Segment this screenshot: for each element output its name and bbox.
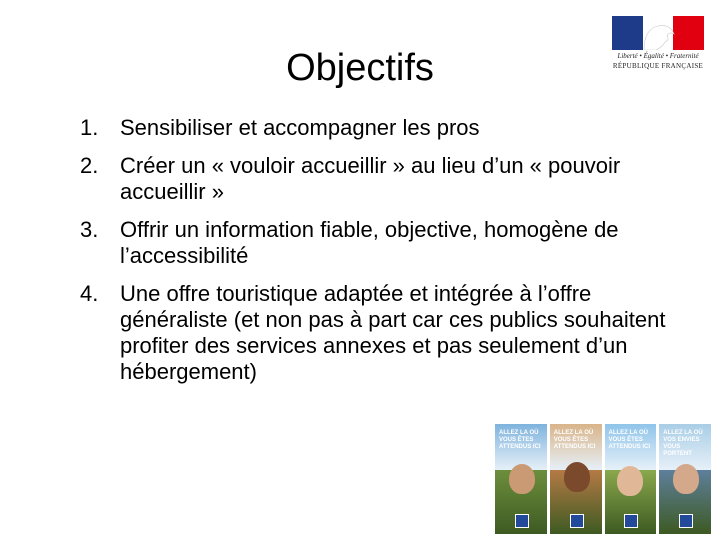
- item-text: Offrir un information fiable, objective, homogène de l’accessibilité: [120, 217, 619, 268]
- campaign-posters: [495, 424, 711, 534]
- poster-person: [564, 462, 590, 492]
- item-number: 3.: [80, 217, 99, 242]
- poster-logo-icon: [624, 514, 638, 528]
- item-text: Sensibiliser et accompagner les pros: [120, 115, 480, 140]
- item-text: Une offre touristique adaptée et intégrée à l’offre généraliste (et non pas à part car ces publics souhaitent profiter des services annexes et pas seulement d’un hébergement): [120, 281, 666, 384]
- logo-country: RÉPUBLIQUE FRANÇAISE: [612, 62, 704, 70]
- campaign-poster: [659, 424, 711, 534]
- poster-person: [509, 464, 535, 494]
- campaign-poster: [605, 424, 657, 534]
- item-number: 4.: [80, 281, 99, 306]
- poster-logo-icon: [679, 514, 693, 528]
- campaign-poster: [550, 424, 602, 534]
- list-item: [80, 281, 680, 385]
- logo-motto: Liberté • Égalité • Fraternité: [617, 52, 699, 60]
- item-text: Créer un « vouloir accueillir » au lieu d’un « pouvoir accueillir »: [120, 153, 621, 204]
- item-number: 2.: [80, 153, 99, 178]
- marianne-profile-icon: [638, 20, 678, 50]
- poster-logo-icon: [570, 514, 584, 528]
- campaign-poster: [495, 424, 547, 534]
- item-number: 1.: [80, 115, 99, 140]
- poster-caption: ALLEZ LA OÙ VOUS ÊTES ATTENDUS ICI: [553, 430, 596, 450]
- poster-caption: ALLEZ LA OÙ VOUS ÊTES ATTENDUS ICI: [608, 430, 651, 450]
- poster-logo-icon: [515, 514, 529, 528]
- list-item: [80, 115, 680, 141]
- list-item: [80, 153, 680, 205]
- poster-person: [617, 466, 643, 496]
- list-item: [80, 217, 680, 269]
- republique-francaise-logo: [612, 16, 704, 74]
- poster-caption: ALLEZ LA OÙ VOUS ÊTES ATTENDUS ICI: [499, 430, 541, 450]
- objectives-list: [80, 115, 680, 397]
- page-title: Objectifs: [286, 47, 434, 89]
- poster-person: [673, 464, 699, 494]
- poster-caption: ALLEZ LA OÙ VOS ENVIES VOUS PORTENT: [663, 430, 703, 457]
